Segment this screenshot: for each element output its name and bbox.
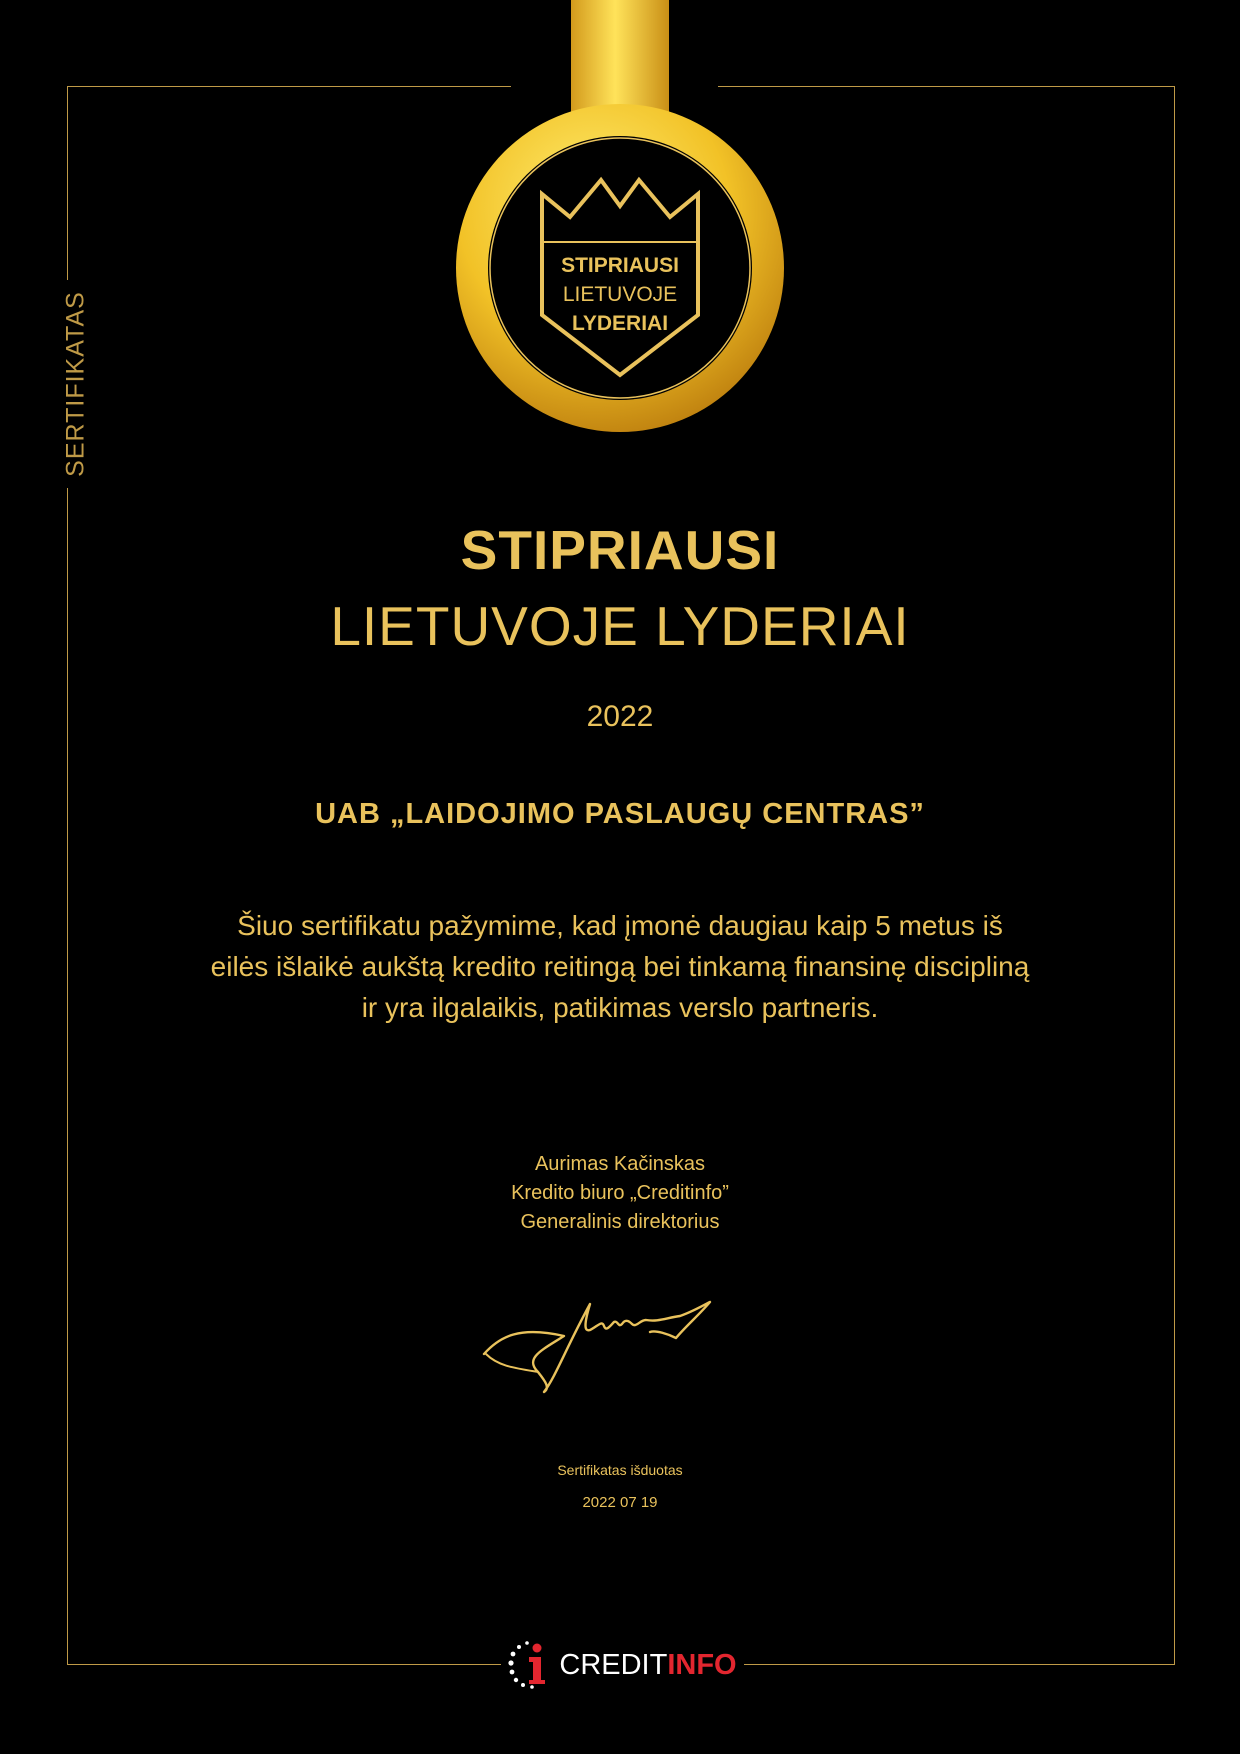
statement-line: ir yra ilgalaikis, patikimas verslo partneris. — [361, 992, 879, 1023]
statement — [0, 905, 1240, 1028]
statement-line: eilės išlaikė aukštą kredito reitingą bei tinkamą finansinę discipliną — [210, 951, 1030, 982]
statement-line: Šiuo sertifikatu pažymime, kad įmonė daugiau kaip 5 metus iš — [237, 910, 1003, 941]
medal-text-line3: LYDERIAI — [571, 312, 669, 335]
logo-text-credit: CREDIT — [559, 1648, 668, 1681]
medal-badge — [448, 0, 790, 440]
year: 2022 — [586, 700, 654, 733]
title-line2: LIETUVOJE LYDERIAI — [330, 595, 910, 657]
creditinfo-logo-icon — [507, 1640, 553, 1690]
creditinfo-logo-text — [559, 1649, 736, 1682]
frame-left-upper — [67, 86, 68, 280]
signature — [480, 1296, 760, 1408]
issued-date: 2022 07 19 — [582, 1494, 658, 1511]
creditinfo-logo — [504, 1640, 740, 1690]
frame-bottom-left — [67, 1664, 501, 1665]
signer-block — [0, 1150, 1240, 1237]
signer-name: Aurimas Kačinskas — [534, 1153, 706, 1175]
title-line1: STIPRIAUSI — [460, 519, 780, 581]
signer-position: Generalinis direktorius — [520, 1211, 720, 1233]
frame-bottom-right — [744, 1664, 1175, 1665]
frame-top-left — [67, 86, 511, 87]
medal-text-line1: STIPRIAUSI — [561, 254, 679, 277]
frame-left-lower — [67, 488, 68, 1664]
issued-label: Sertifikatas išduotas — [557, 1462, 683, 1478]
medal-text-line2: LIETUVOJE — [562, 283, 678, 306]
side-label: SERTIFIKATAS — [61, 291, 90, 477]
logo-text-info: INFO — [667, 1648, 737, 1681]
frame-right — [1174, 86, 1175, 1664]
signer-organization: Kredito biuro „Creditinfo” — [511, 1182, 729, 1204]
company-name: UAB „LAIDOJIMO PASLAUGŲ CENTRAS” — [315, 798, 925, 830]
